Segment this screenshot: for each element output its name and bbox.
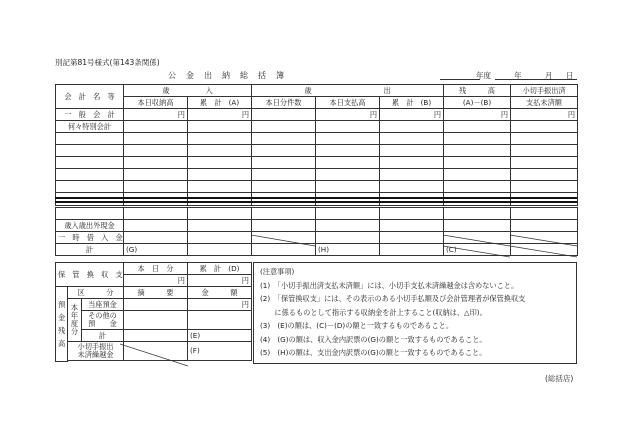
mark-F: (F) — [188, 342, 252, 361]
unsettled-header-line2: 支払未済額 — [511, 97, 578, 109]
other-deposit-line2: 預 金 — [88, 319, 117, 328]
branch-label: (総括店) — [545, 374, 574, 383]
deposit-side-char: 金 — [58, 312, 66, 322]
year-label: 年度 — [476, 71, 491, 80]
expenditure-header: 歳 出 — [252, 85, 444, 97]
date-month-label: 月 — [545, 71, 553, 80]
custody-label: 保 管 換 収 支 — [56, 263, 124, 287]
current-year-label — [68, 299, 82, 342]
unit-cell: 円 — [188, 299, 252, 311]
mark-G: (G) — [124, 244, 188, 256]
page-title: 公 金 出 納 総 括 簿 — [168, 71, 285, 80]
row-label-special: 何々特別会計 — [56, 121, 124, 133]
date-year-label: 年 — [514, 71, 522, 80]
other-deposit-label — [82, 311, 124, 330]
unit-cell: 円 — [124, 109, 188, 121]
unsettled-header-line1: 小切手振出済 — [511, 85, 578, 97]
note-item: (1) 「小切手振出済支払未済額」には、小切手支払未済繰越金は含めないこと。 — [260, 280, 519, 290]
unit-cell: 円 — [316, 109, 380, 121]
unit-cell: 円 — [188, 109, 252, 121]
balance-formula-header: (A)－(B) — [444, 97, 511, 109]
row-label-general: 一 般 会 計 — [56, 109, 124, 121]
mark-E: (E) — [188, 330, 252, 342]
year-group-char: 年 — [70, 311, 79, 320]
note-item: (5) (H)の額は、支出金内訳票の(G)の額と一致するものであること。 — [260, 348, 487, 357]
note-item: に係るものとして指示する収納金を計上すること(収納は、△印)。 — [260, 307, 487, 317]
row-label-total: 計 — [56, 244, 124, 256]
unit-cell: 円 — [124, 275, 188, 287]
other-deposit-line1: その他の — [88, 311, 117, 320]
deposit-side-char: 預 — [58, 299, 66, 309]
revenue-today-header: 本日収納高 — [124, 97, 188, 109]
row-label-non-budget: 歳入歳出外現金 — [56, 220, 124, 232]
check-carryover-line2: 未済繰越金 — [77, 350, 114, 359]
form-reference: 別記第81号様式(第143条関係) — [55, 58, 160, 67]
notes-heading: (注意事項) — [260, 267, 295, 276]
custody-table — [55, 262, 252, 362]
mark-H: (H) — [316, 244, 380, 256]
balance-header: 残 高 — [444, 85, 511, 97]
deposit-subtotal-label: 計 — [82, 330, 124, 342]
year-group-char: 度 — [70, 319, 79, 328]
note-item: (3) (E)の額は、(C)－(D)の額と一致するものであること。 — [260, 321, 454, 330]
year-group-char: 本 — [70, 303, 79, 312]
year-group-char: 分 — [70, 327, 79, 336]
custody-cumulative-header: 累 計 (D) — [188, 263, 252, 275]
deposit-side-char: 高 — [58, 338, 66, 348]
note-item: (4) (G)の額は、収入金内訳票の(G)の額と一致するものであること。 — [260, 334, 487, 344]
revenue-cumulative-header: 累 計 (A) — [188, 97, 252, 109]
note-item: (2) 「保管換収支」には、その表示のある小切手払額及び会計管理者が保管換収支 — [260, 294, 526, 303]
expenditure-today-header: 本日支払高 — [316, 97, 380, 109]
account-name-header: 会 計 名 等 — [56, 85, 124, 109]
division-header: 区 分 — [68, 287, 124, 299]
expenditure-cumulative-header: 累 計 (B) — [380, 97, 444, 109]
row-label-temp-loan: 一 時 借 入 金 — [56, 232, 124, 244]
deposit-side-label — [56, 287, 68, 362]
date-day-label: 日 — [566, 71, 574, 80]
custody-today-header: 本 日 分 — [124, 263, 188, 275]
unit-cell: 円 — [511, 109, 578, 121]
expenditure-count-header: 本日分件数 — [252, 97, 316, 109]
check-carryover-label — [68, 342, 124, 361]
mark-C: (C) — [444, 244, 511, 256]
check-carryover-line1: 小切手振出 — [77, 342, 114, 351]
unit-cell: 円 — [444, 109, 511, 121]
current-deposit-label: 当座預金 — [82, 299, 124, 311]
deposit-side-char: 残 — [58, 325, 66, 335]
notes-box — [253, 262, 577, 364]
unit-cell: 円 — [380, 109, 444, 121]
revenue-header: 歳 入 — [124, 85, 252, 97]
unit-cell: 円 — [188, 275, 252, 287]
amount-header: 金 額 — [188, 287, 252, 299]
summary-header: 摘 要 — [124, 287, 188, 299]
